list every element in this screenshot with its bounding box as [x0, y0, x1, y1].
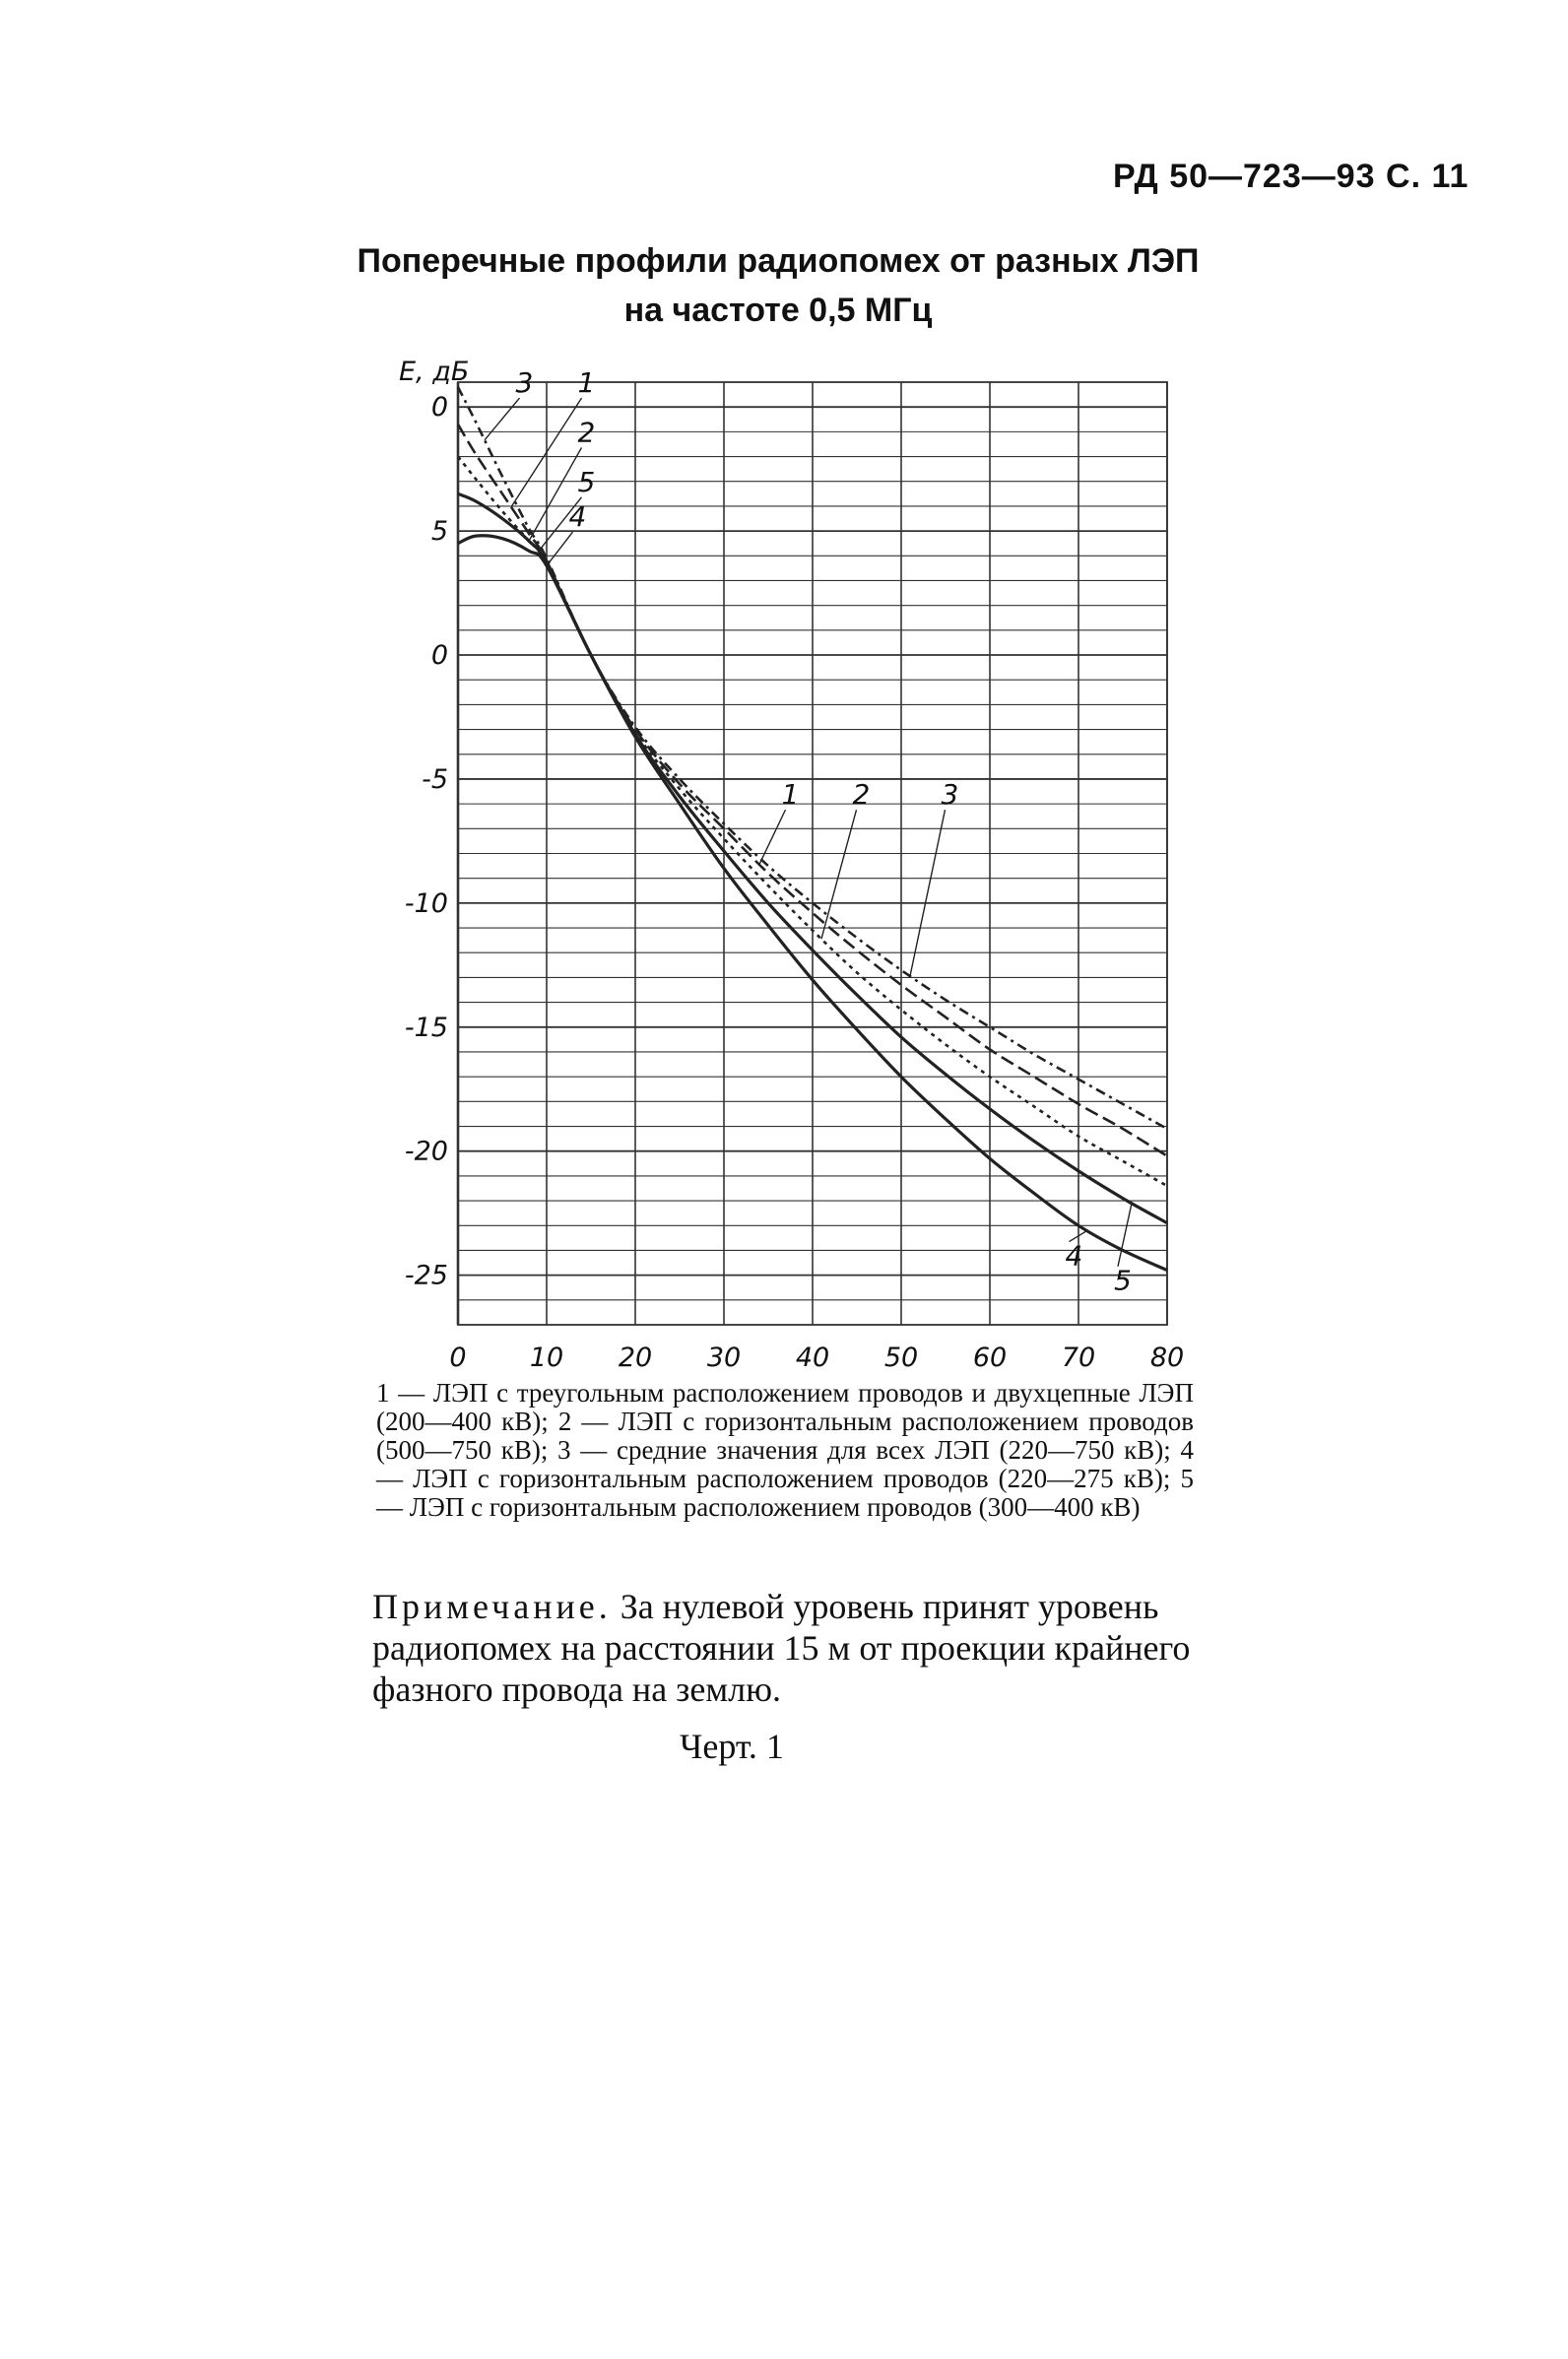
curve-label-1: 1 [577, 366, 596, 400]
y-tick-label: -5 [422, 763, 448, 795]
y-tick-label: 5 [430, 516, 448, 548]
x-tick-label: 60 [972, 1343, 1008, 1369]
y-axis-label: E, дБ [399, 357, 470, 387]
note-text: За нулевой уровень принят уровень радиопомех на расстоянии 15 м от проекции крайнего фазного провода на землю. [372, 1587, 1191, 1709]
x-tick-label: 40 [795, 1343, 830, 1369]
curve-label-leader-3 [910, 810, 946, 976]
curve-label-5: 5 [577, 465, 596, 498]
curve-label-5: 5 [1114, 1264, 1132, 1297]
y-tick-label: -15 [404, 1012, 448, 1043]
x-tick-label: 80 [1149, 1343, 1185, 1369]
y-tick-label: -20 [404, 1136, 448, 1167]
curve-label-leader-1 [759, 810, 786, 864]
y-tick-label: -10 [404, 887, 448, 919]
x-tick-label: 30 [706, 1343, 742, 1369]
x-tick-label: 50 [883, 1343, 919, 1369]
x-tick-label: 10 [529, 1343, 564, 1369]
y-tick-label: -25 [404, 1260, 448, 1291]
x-tick-label: 70 [1061, 1343, 1096, 1369]
chart-grid [458, 382, 1167, 1325]
curve-label-3: 3 [515, 366, 534, 400]
figure-title-line2: на частоте 0,5 МГц [623, 292, 933, 329]
curve-label-leader-5 [1118, 1204, 1132, 1267]
page-header: РД 50—723—93 С. 11 [1113, 158, 1470, 195]
note-label: Примечание. [372, 1587, 612, 1626]
curve-label-2: 2 [577, 416, 596, 449]
figure-legend: 1 — ЛЭП с треугольным расположением проводов и двухцепные ЛЭП (200—400 кВ); 2 — ЛЭП с горизонтальным расположением проводов (500—750 кВ); 3 — средние значения для всех ЛЭП (220—750 кВ); 4 — ЛЭП с горизонтальным расположением проводов (220—275 кВ); 5 — ЛЭП с горизонтальным расположением проводов (300—400 кВ) [376, 1378, 1194, 1522]
radio-noise-profile-chart [374, 355, 1241, 1369]
figure-title [295, 236, 1261, 335]
figure-caption: Черт. 1 [680, 1727, 784, 1766]
x-tick-label: 0 [449, 1343, 467, 1369]
curve-label-3: 3 [941, 778, 959, 812]
x-tick-label: 20 [618, 1343, 653, 1369]
curve-label-1: 1 [781, 778, 800, 812]
y-tick-label: 0 [430, 392, 448, 424]
curve-label-4: 4 [568, 500, 587, 534]
y-tick-label: 0 [430, 640, 448, 672]
figure-title-line1: Поперечные профили радиопомех от разных ЛЭП [357, 242, 1200, 280]
curve-label-2: 2 [852, 778, 871, 812]
curve-label-leader-3 [485, 398, 520, 440]
curve-label-4: 4 [1065, 1239, 1083, 1273]
figure-note [372, 1586, 1200, 1710]
